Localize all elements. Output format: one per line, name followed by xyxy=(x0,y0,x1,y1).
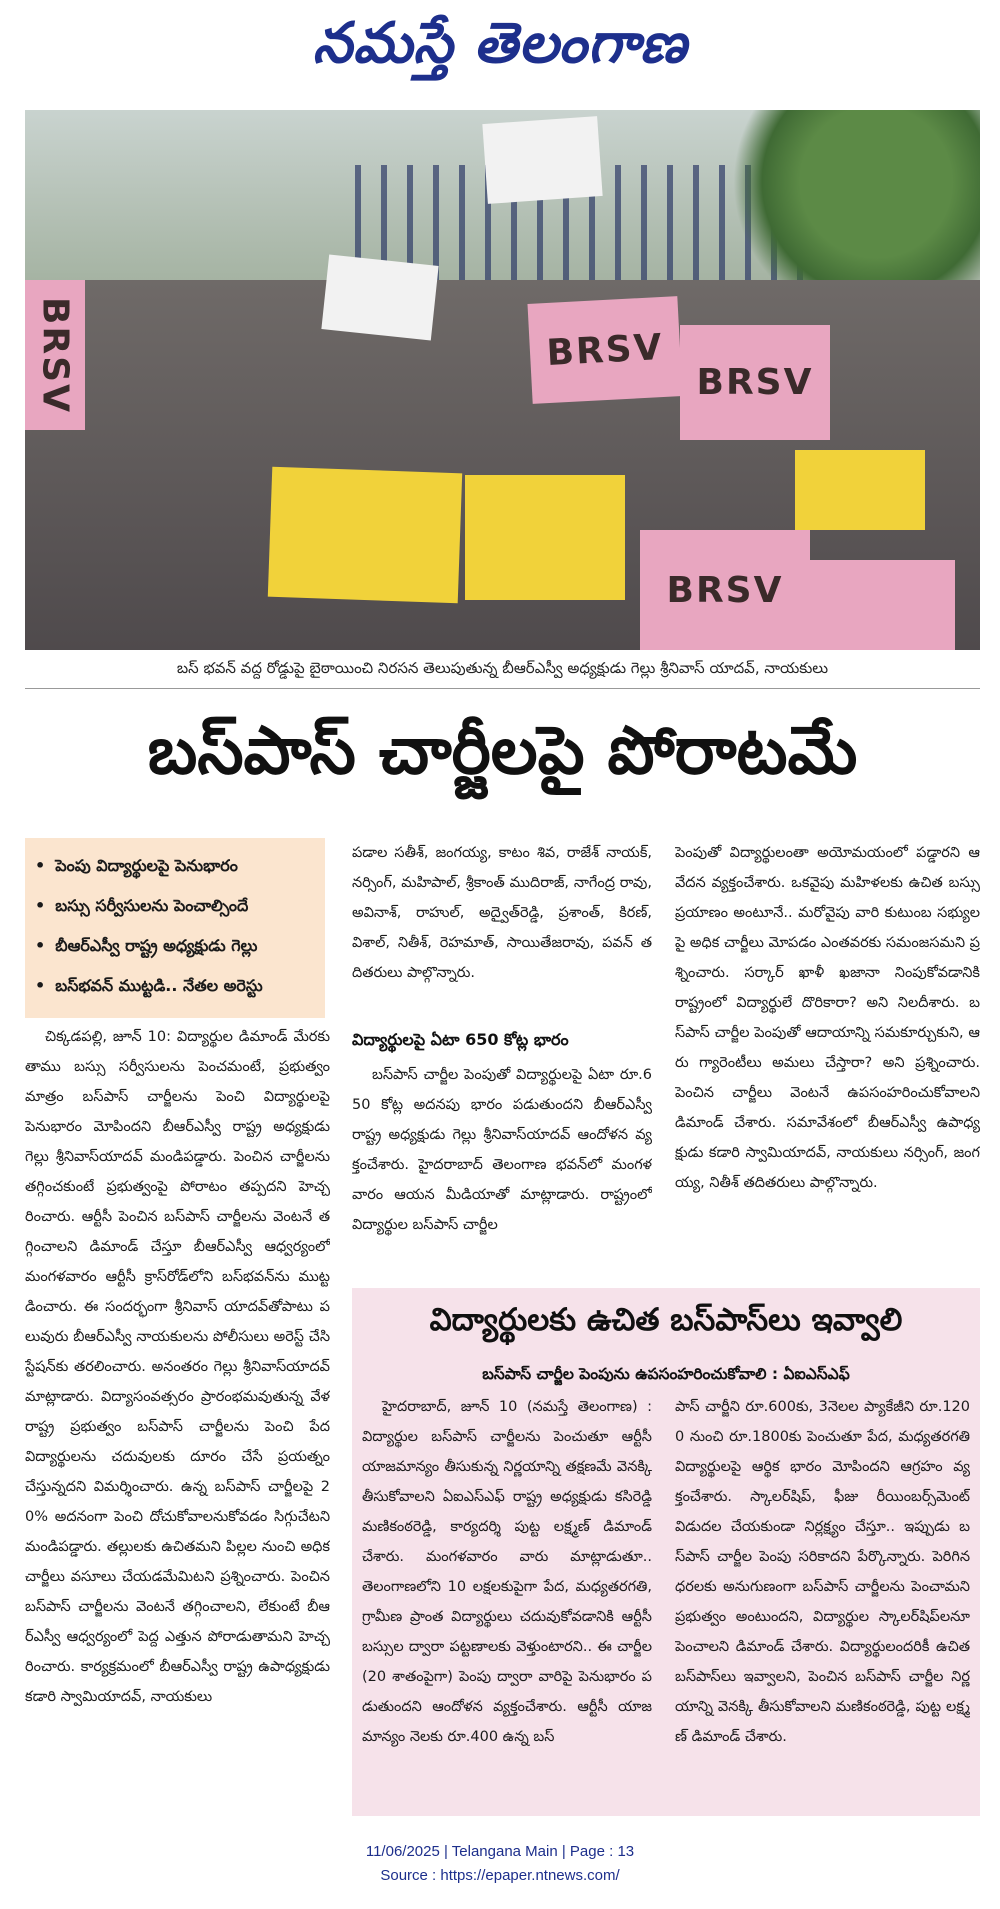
photo-white-placard xyxy=(482,116,602,204)
banner-label: BRSV xyxy=(696,362,814,403)
footer xyxy=(0,1840,1000,1888)
banner-label: BRSV xyxy=(545,326,665,374)
article2-column1-text: హైదరాబాద్, జూన్ 10 (నమస్తే తెలంగాణ) : విద్యార్థుల బస్‌పాస్ చార్జీలను పెంచుతూ ఆర్టీసీ యాజమాన్యం తీసుకున్న నిర్ణయాన్ని తక్షణమే వెనక్కి తీసుకోవాలని ఏఐఎస్ఎఫ్ రాష్ట్ర అధ్యక్షుడు కసిరెడ్డి మణికంఠరెడ్డి, కార్యదర్శి పుట్ట లక్ష్మణ్ డిమాండ్ చేశారు. మంగళవారం వారు మాట్లాడుతూ.. తెలంగాణలోని 10 లక్షలకుపైగా పేద, మధ్యతరగతి, గ్రామీణ ప్రాంత విద్యార్థులు చదువుకోవడానికి ఆర్టీసీ బస్సుల ద్వారా పట్టణాలకు వెళ్తుంటారని.. ఈ చార్జీల(20 శాతంపైగా) పెంపు ద్వారా వారిపై పెనుభారం పడుతుందని ఆందోళన వ్యక్తంచేశారు. ఆర్టీసీ యాజమాన్యం నెలకు రూ.400 ఉన్న బస్ xyxy=(362,1399,652,1745)
photo-banner-brsv xyxy=(527,296,682,404)
banner-label: BRSV xyxy=(666,569,784,611)
article2-column2-text: పాస్ చార్జీని రూ.600కు, 3నెలల ప్యాకేజీని రూ.1200 నుంచి రూ.1800కు పెంచుతూ పేద, మధ్యతరగతి విద్యార్థులపై ఆర్థిక భారం మోపిందని ఆగ్రహం వ్యక్తంచేశారు. స్కాలర్‌షిప్, ఫీజు రీయింబర్స్‌మెంట్ విడుదల చేయకుండా నిర్లక్ష్యం చేస్తూ.. ఇప్పుడు బస్‌పాస్ చార్జీల పెంపు సరికాదని పేర్కొన్నారు. పెరిగిన ధరలకు అనుగుణంగా బస్‌పాస్ చార్జీలను పెంచామని ప్రభుత్వం అంటుందని, విద్యార్థుల స్కాలర్‌షిప్‌లనూ పెంచాలని డిమాండ్ చేశారు. విద్యార్థులందరికీ ఉచిత బస్‌పాస్‌లు ఇవ్వాలని, పెంచిన బస్‌పాస్ చార్జీల నిర్ణయాన్ని వెనక్కి తీసుకోవాలని మణికంఠరెడ్డి, పుట్ట లక్ష్మణ్ డిమాండ్ చేశారు. xyxy=(675,1399,970,1745)
highlight-item: • బీఆర్ఎస్వీ రాష్ట్ర అధ్యక్షుడు గెల్లు xyxy=(35,926,315,966)
article1-column3 xyxy=(675,838,980,1278)
photo-banner-brsv xyxy=(640,530,810,650)
masthead-title: నమస్తే తెలంగాణ xyxy=(312,10,688,76)
masthead xyxy=(0,0,1000,100)
article2-column2 xyxy=(675,1392,970,1812)
news-photo xyxy=(25,110,980,650)
highlight-item: • బస్‌భవన్ ముట్టడి.. నేతల అరెస్టు xyxy=(35,966,315,1006)
photo-caption: బస్ భవన్ వద్ద రోడ్డుపై బైఠాయించి నిరసన తెలుపుతున్న బీఆర్ఎస్వీ అధ్యక్షుడు గెల్లు శ్రీనివాస్ యాదవ్, నాయకులు xyxy=(176,659,829,677)
article1-column2-bottom xyxy=(352,1060,652,1278)
footer-date-page: 11/06/2025 | Telangana Main | Page : 13 xyxy=(365,1843,635,1860)
article1-column2-top-text: పడాల సతీశ్, జంగయ్య, కాటం శివ, రాజేశ్ నాయక్, నర్సింగ్, మహిపాల్, శ్రీకాంత్ ముదిరాజ్, నాగేంద్ర రావు, అవినాశ్, రాహుల్, అద్వైత్‌రెడ్డి, ప్రశాంత్, కిరణ్, విశాల్, నితీశ్, రెహమాత్, సాయితేజరావు, పవన్ తదితరులు పాల్గొన్నారు. xyxy=(352,845,652,981)
photo-white-placard xyxy=(321,254,438,340)
photo-yellow-placard xyxy=(465,475,625,600)
highlight-item: • పెంపు విద్యార్థులపై పెనుభారం xyxy=(35,846,315,886)
article2-column1 xyxy=(362,1392,652,1812)
divider xyxy=(25,688,980,689)
banner-label: BRSV xyxy=(34,296,76,414)
photo-yellow-placard xyxy=(268,467,462,604)
article1-column2-top xyxy=(352,838,652,1018)
footer-source: Source : https://epaper.ntnews.com/ xyxy=(380,1867,620,1884)
photo-yellow-placard xyxy=(795,450,925,530)
article1-subhead: విద్యార్థులపై ఏటా 650 కోట్ల భారం xyxy=(352,1030,569,1049)
photo-trees xyxy=(720,110,980,290)
article1-column1-text: చిక్కడపల్లి, జూన్ 10: విద్యార్థుల డిమాండ్ మేరకు తాము బస్సు సర్వీసులను పెంచమంటే, ప్రభుత్వం మాత్రం బస్‌పాస్ చార్జీలను పెంచి విద్యార్థులపై పెనుభారం మోపిందని బీఆర్ఎస్వీ రాష్ట్ర అధ్యక్షుడు గెల్లు శ్రీనివాస్‌యాదవ్ మండిపడ్డారు. పెంచిన చార్జీలను తగ్గించకుంటే ప్రభుత్వంపై పోరాటం తప్పదని హెచ్చరించారు. ఆర్టీసీ పెంచిన బస్‌పాస్ చార్జీలను వెంటనే తగ్గించాలని డిమాండ్ చేస్తూ బీఆర్ఎస్వీ ఆధ్వర్యంలో మంగళవారం ఆర్టీసీ క్రాస్‌రోడ్‌లోని బస్‌భవన్‌ను ముట్టడించారు. ఈ సందర్భంగా శ్రీనివాస్ యాదవ్‌తోపాటు పలువురు బీఆర్ఎస్వీ నాయకులను పోలీసులు అరెస్ట్ చేసి స్టేషన్‌కు తరలించారు. అనంతరం గెల్లు శ్రీనివాస్‌యాదవ్ మాట్లాడారు. విద్యాసంవత్సరం ప్రారంభమవుతున్న వేళ రాష్ట్ర ప్రభుత్వం బస్‌పాస్ చార్జీలను పెంచి పేద విద్యార్థులను చదువులకు దూరం చేసే ప్రయత్నం చేస్తున్నదని విమర్శించారు. ఉన్న బస్‌పాస్ చార్జీలపై 20% అదనంగా పెంచి దోచుకోవాలనుకోవడం సిగ్గుచేటని మండిపడ్డారు. తల్లులకు ఉచితమని పిల్లల నుంచి అధిక చార్జీలు వసూలు చేయడమేమిటని ప్రశ్నించారు. పెంచిన బస్‌పాస్ చార్జీలను వెంటనే తగ్గించాలని, లేకుంటే బీఆర్ఎస్వీ ఆధ్వర్యంలో పెద్ద ఎత్తున పోరాడుతామని హెచ్చరించారు. కార్యక్రమంలో బీఆర్ఎస్వీ రాష్ట్ర ఉపాధ్యక్షుడు కడారి స్వామియాదవ్, నాయకులు xyxy=(25,1029,330,1705)
article1-column3-text: పెంపుతో విద్యార్థులంతా అయోమయంలో పడ్డారని ఆవేదన వ్యక్తంచేశారు. ఒకవైపు మహిళలకు ఉచిత బస్సు ప్రయాణం అంటూనే.. మరోవైపు వారి కుటుంబ సభ్యులపై అధిక చార్జీలు మోపడం ఎంతవరకు సమంజసమని ప్రశ్నించారు. సర్కార్ ఖాళీ ఖజానా నింపుకోవడానికి రాష్ట్రంలో విద్యార్థులే దొరికారా? అని నిలదీశారు. బస్‌పాస్ చార్జీల పెంపుతో ఆదాయాన్ని సమకూర్చుకుని, ఆరు గ్యారెంటీలు అమలు చేస్తారా? అని ప్రశ్నించారు. పెంచిన చార్జీలు వెంటనే ఉపసంహరించుకోవాలని డిమాండ్ చేశారు. సమావేశంలో బీఆర్ఎస్వీ ఉపాధ్యక్షుడు కడారి స్వామియాదవ్, నాయకులు నర్సింగ్, జంగయ్య, నితీశ్ తదితరులు పాల్గొన్నారు. xyxy=(675,845,980,1191)
headline: బస్‌పాస్ చార్జీలపై పోరాటమే xyxy=(147,711,858,789)
article2-headline: విద్యార్థులకు ఉచిత బస్‌పాస్‌లు ఇవ్వాలి xyxy=(429,1301,903,1338)
photo-banner-brsv xyxy=(25,280,85,430)
article1-column2-bottom-text: బస్‌పాస్ చార్జీల పెంపుతో విద్యార్థులపై ఏటా రూ.650 కోట్ల అదనపు భారం పడుతుందని బీఆర్ఎస్వీ రాష్ట్ర అధ్యక్షుడు గెల్లు శ్రీనివాస్‌యాదవ్ ఆందోళన వ్యక్తంచేశారు. హైదరాబాద్ తెలంగాణ భవన్‌లో మంగళవారం ఆయన మీడియాతో మాట్లాడారు. రాష్ట్రంలో విద్యార్థుల బస్‌పాస్ చార్జీల xyxy=(352,1067,652,1233)
photo-banner-brsv xyxy=(680,325,830,440)
article2-subheadline: బస్‌పాస్ చార్జీల పెంపును ఉపసంహరించుకోవాలి : ఏఐఎస్ఎఫ్ xyxy=(482,1365,850,1383)
photo-banner-pink xyxy=(805,560,955,650)
highlight-item: • బస్సు సర్వీసులను పెంచాల్సిందే xyxy=(35,886,315,926)
highlights-box xyxy=(25,838,325,1018)
article1-column1 xyxy=(25,1022,330,1820)
